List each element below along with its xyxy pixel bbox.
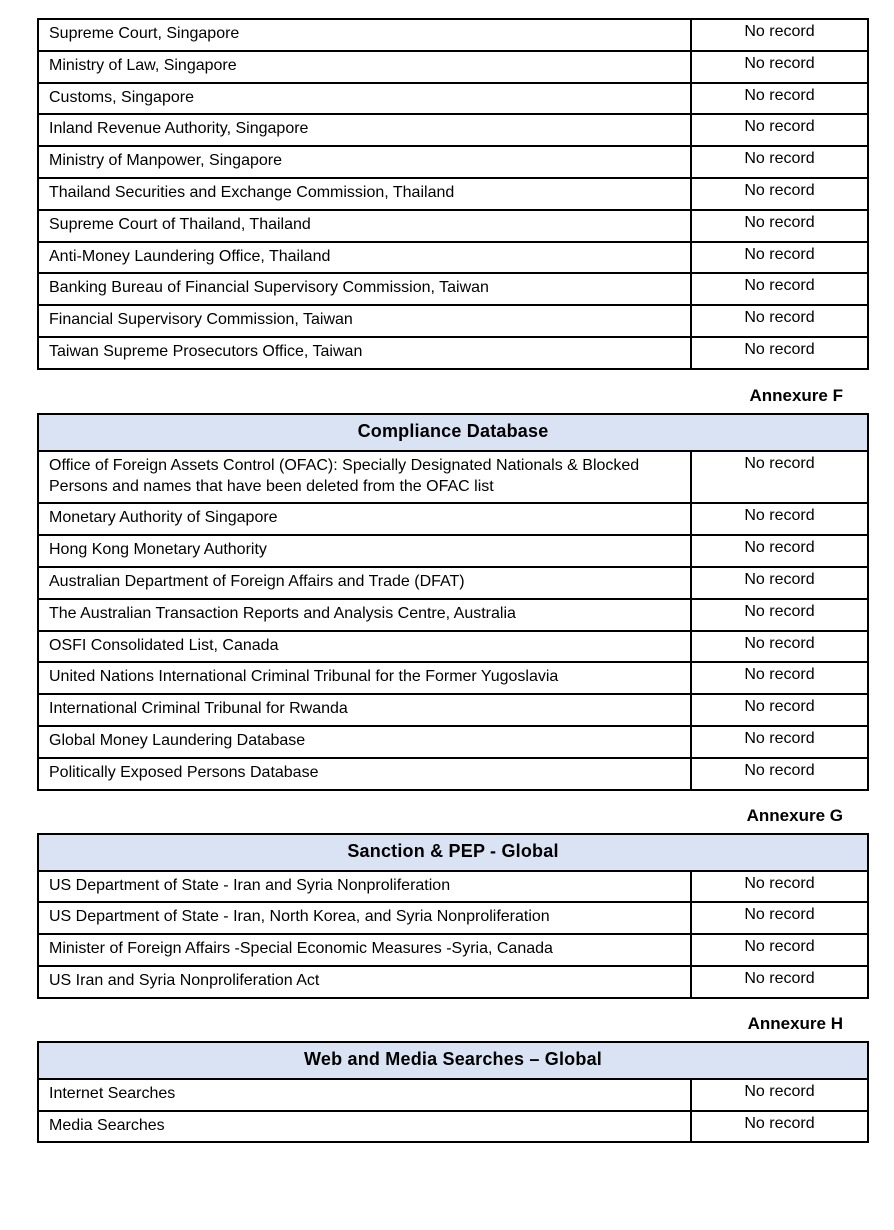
result-cell: No record: [691, 337, 868, 369]
table-row: [38, 503, 868, 535]
source-cell: Banking Bureau of Financial Supervisory Commission, Taiwan: [38, 273, 691, 305]
annexure-label-sanction-pep-global: Annexure G: [746, 805, 843, 825]
result-cell: No record: [691, 902, 868, 934]
source-cell: Customs, Singapore: [38, 83, 691, 115]
table-row: [38, 902, 868, 934]
table-row: [38, 19, 868, 51]
result-cell: No record: [691, 273, 868, 305]
result-cell: No record: [691, 83, 868, 115]
result-cell: No record: [691, 305, 868, 337]
result-cell: No record: [691, 694, 868, 726]
table-sanction-pep-global: [37, 833, 869, 999]
source-cell: The Australian Transaction Reports and Analysis Centre, Australia: [38, 599, 691, 631]
table-header-row: [38, 1042, 868, 1079]
source-cell: US Department of State - Iran and Syria Nonproliferation: [38, 871, 691, 903]
source-cell: Anti-Money Laundering Office, Thailand: [38, 242, 691, 274]
table-records-continuation: [37, 18, 869, 370]
table-row: [38, 535, 868, 567]
table-web-media-searches-global: [37, 1041, 869, 1144]
result-cell: No record: [691, 178, 868, 210]
table-row: [38, 599, 868, 631]
table-row: [38, 726, 868, 758]
table-row: [38, 567, 868, 599]
annexure-label-web-media-searches-global: Annexure H: [747, 1013, 843, 1033]
result-cell: No record: [691, 934, 868, 966]
table-row: [38, 662, 868, 694]
source-cell: Financial Supervisory Commission, Taiwan: [38, 305, 691, 337]
table-title-compliance-database: Compliance Database: [38, 414, 868, 451]
table-row: [38, 83, 868, 115]
table-row: [38, 934, 868, 966]
table-row: [38, 871, 868, 903]
table-row: [38, 51, 868, 83]
source-cell: Supreme Court of Thailand, Thailand: [38, 210, 691, 242]
result-cell: No record: [691, 1079, 868, 1111]
source-cell: Global Money Laundering Database: [38, 726, 691, 758]
annexure-label-compliance-database: Annexure F: [749, 385, 843, 405]
table-row: [38, 631, 868, 663]
result-cell: No record: [691, 567, 868, 599]
table-row: [38, 694, 868, 726]
result-cell: No record: [691, 503, 868, 535]
result-cell: No record: [691, 146, 868, 178]
result-cell: No record: [691, 871, 868, 903]
source-cell: OSFI Consolidated List, Canada: [38, 631, 691, 663]
result-cell: No record: [691, 535, 868, 567]
table-row: [38, 758, 868, 790]
result-cell: No record: [691, 726, 868, 758]
table-row: [38, 1111, 868, 1143]
source-cell: Internet Searches: [38, 1079, 691, 1111]
table-row: [38, 966, 868, 998]
result-cell: No record: [691, 966, 868, 998]
table-title-web-media-searches-global: Web and Media Searches – Global: [38, 1042, 868, 1079]
source-cell: International Criminal Tribunal for Rwanda: [38, 694, 691, 726]
source-cell: Hong Kong Monetary Authority: [38, 535, 691, 567]
table-row: [38, 273, 868, 305]
document: [37, 18, 867, 1143]
result-cell: No record: [691, 631, 868, 663]
source-cell: Supreme Court, Singapore: [38, 19, 691, 51]
source-cell: Taiwan Supreme Prosecutors Office, Taiwan: [38, 337, 691, 369]
table-row: [38, 210, 868, 242]
result-cell: No record: [691, 758, 868, 790]
result-cell: No record: [691, 662, 868, 694]
table-row: [38, 451, 868, 504]
source-cell: Media Searches: [38, 1111, 691, 1143]
table-row: [38, 178, 868, 210]
result-cell: No record: [691, 114, 868, 146]
source-cell: US Department of State - Iran, North Korea, and Syria Nonproliferation: [38, 902, 691, 934]
result-cell: No record: [691, 242, 868, 274]
source-cell: United Nations International Criminal Tribunal for the Former Yugoslavia: [38, 662, 691, 694]
table-header-row: [38, 834, 868, 871]
source-cell: Minister of Foreign Affairs -Special Economic Measures -Syria, Canada: [38, 934, 691, 966]
source-cell: Australian Department of Foreign Affairs and Trade (DFAT): [38, 567, 691, 599]
table-row: [38, 305, 868, 337]
table-row: [38, 146, 868, 178]
source-cell: Monetary Authority of Singapore: [38, 503, 691, 535]
source-cell: Politically Exposed Persons Database: [38, 758, 691, 790]
result-cell: No record: [691, 51, 868, 83]
source-cell: Inland Revenue Authority, Singapore: [38, 114, 691, 146]
table-title-sanction-pep-global: Sanction & PEP - Global: [38, 834, 868, 871]
result-cell: No record: [691, 599, 868, 631]
table-row: [38, 114, 868, 146]
source-cell: Thailand Securities and Exchange Commission, Thailand: [38, 178, 691, 210]
result-cell: No record: [691, 210, 868, 242]
table-header-row: [38, 414, 868, 451]
result-cell: No record: [691, 451, 868, 504]
table-row: [38, 242, 868, 274]
table-row: [38, 337, 868, 369]
table-compliance-database: [37, 413, 869, 791]
result-cell: No record: [691, 1111, 868, 1143]
source-cell: Ministry of Manpower, Singapore: [38, 146, 691, 178]
table-row: [38, 1079, 868, 1111]
source-cell: Office of Foreign Assets Control (OFAC): Specially Designated Nationals & Blocked Persons and names that have been deleted from the OFAC list: [38, 451, 691, 504]
source-cell: Ministry of Law, Singapore: [38, 51, 691, 83]
result-cell: No record: [691, 19, 868, 51]
source-cell: US Iran and Syria Nonproliferation Act: [38, 966, 691, 998]
